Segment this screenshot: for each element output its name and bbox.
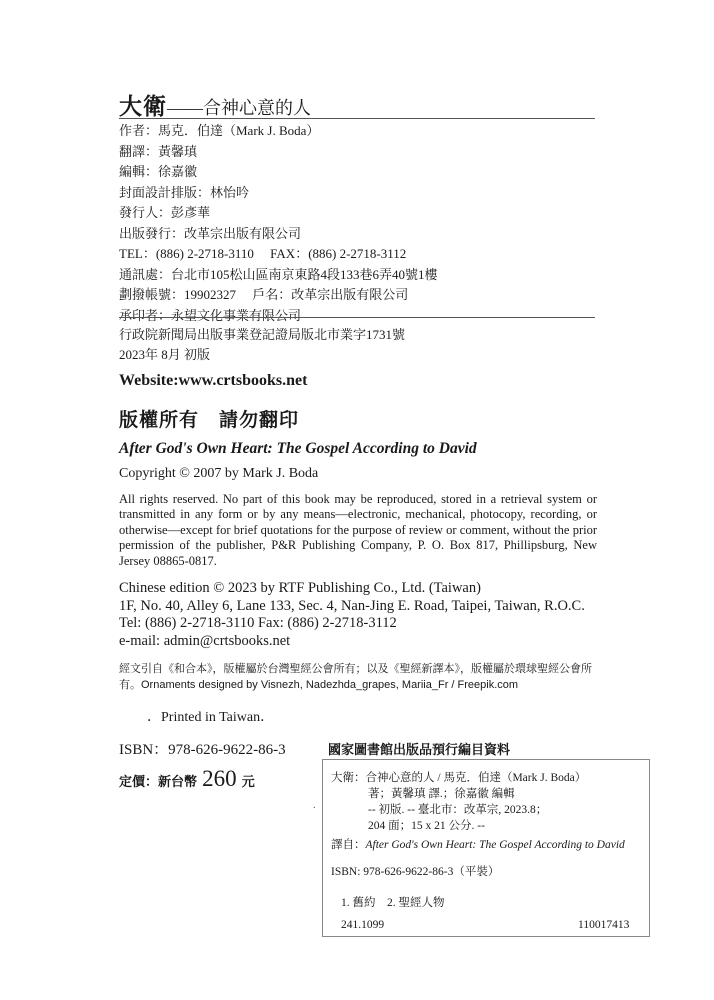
chinese-edition-block	[119, 580, 585, 650]
price-unit: 元	[241, 775, 255, 790]
registration-license: 行政院新聞局出版事業登記證局版北市業字1731號	[119, 327, 406, 342]
credit-cover-design: 封面設計排版：林怡吟	[119, 184, 250, 200]
cip-line-edition: -- 初版. -- 臺北市：改革宗, 2023.8；	[368, 804, 548, 816]
price-amount: 260	[202, 766, 237, 791]
rights-notice: All rights reserved. No part of this book may be reproduced, stored in a retrieval system or transmitted in any form or by any means—electronic, mechanical, photocopy, recording, or otherwise—except for brief quotations for the purpose of review or comment, without the prior permission of the publisher, P&R Publishing Company, P. O. Box 817, Phillipsburg, New Jersey 08865-0817.	[119, 492, 597, 568]
credit-publisher-person: 發行人：彭彥華	[119, 205, 211, 220]
website-link[interactable]: Website:www.crtsbooks.net	[119, 372, 308, 389]
cip-translated-prefix: 譯自：	[331, 839, 366, 851]
book-subtitle: 合神心意的人	[203, 98, 311, 118]
price-label: 定價：新台幣	[119, 775, 198, 790]
chinese-edition-copyright: Chinese edition © 2023 by RTF Publishing Co., Ltd. (Taiwan)	[119, 580, 481, 596]
credit-account: 劃撥帳號：19902327 戶名：改革宗出版有限公司	[119, 287, 409, 302]
credit-printer: 承印者：永望文化事業有限公司	[119, 307, 302, 323]
edition-date: 2023年 8月 初版	[119, 347, 211, 362]
english-title: After God's Own Heart: The Gospel According to David	[119, 440, 477, 457]
credit-author: 作者：馬克．伯達（Mark J. Boda）	[119, 123, 320, 138]
chinese-edition-phone: Tel: (886) 2-2718-3110 Fax: (886) 2-2718-3112	[119, 615, 397, 631]
rights-reserved-cn: 版權所有 請勿翻印	[119, 410, 300, 431]
cip-record-number: 110017413	[578, 919, 630, 931]
cip-line-pages: 204 面；15 x 21 公分. --	[368, 820, 485, 832]
cip-subjects: 1. 舊約 2. 聖經人物	[341, 897, 445, 909]
chinese-edition-email[interactable]: e-mail: admin@crtsbooks.net	[119, 632, 291, 649]
title-dash: ——	[167, 98, 203, 118]
book-title	[119, 88, 311, 121]
divider-middle	[119, 317, 595, 318]
credit-publisher: 出版發行：改革宗出版有限公司	[119, 225, 302, 241]
cip-classification: 241.1099	[341, 919, 385, 931]
printed-in: ．Printed in Taiwan．	[147, 710, 275, 725]
book-title-main: 大衛	[119, 94, 167, 119]
scripture-note: 經文引自《和合本》，版權屬於台灣聖經公會所有；以及《聖經新譯本》，版權屬於環球聖經公會所有。Ornaments designed by Visnezh, Nadezhda_grapes, Mariia_Fr / Freepik.com	[119, 663, 592, 691]
chinese-edition-address: 1F, No. 40, Alley 6, Lane 133, Sec. 4, Nan-Jing E. Road, Taipei, Taiwan, R.O.C.	[119, 597, 585, 614]
credit-tel-fax: TEL：(886) 2-2718-3110 FAX：(886) 2-2718-3112	[119, 246, 407, 261]
copyright-line: Copyright © 2007 by Mark J. Boda	[119, 466, 319, 481]
cip-label: 國家圖書館出版品預行編目資料	[328, 743, 511, 758]
cip-line-translated-from	[331, 837, 625, 853]
divider-top	[119, 118, 595, 119]
cip-record-box	[322, 759, 650, 937]
credit-editor: 編輯：徐嘉徽	[119, 164, 198, 179]
isbn: ISBN：978-626-9622-86-3	[119, 742, 286, 758]
cip-translated-title: After God's Own Heart: The Gospel According to David	[365, 839, 625, 851]
stray-dot: .	[313, 800, 316, 811]
cip-line-title: 大衛：合神心意的人 / 馬克．伯達（Mark J. Boda）	[331, 772, 587, 784]
registration-block	[119, 325, 405, 365]
credits-block	[119, 121, 438, 326]
cip-line-contributors: 著；黃馨瑱 譯.；徐嘉徽 編輯	[368, 788, 515, 800]
credit-translator: 翻譯：黃馨瑱	[119, 143, 198, 159]
cip-isbn: ISBN: 978-626-9622-86-3（平裝）	[331, 866, 500, 878]
price	[119, 766, 255, 792]
credit-address: 通訊處：台北市105松山區南京東路4段133巷6弄40號1樓	[119, 266, 438, 282]
